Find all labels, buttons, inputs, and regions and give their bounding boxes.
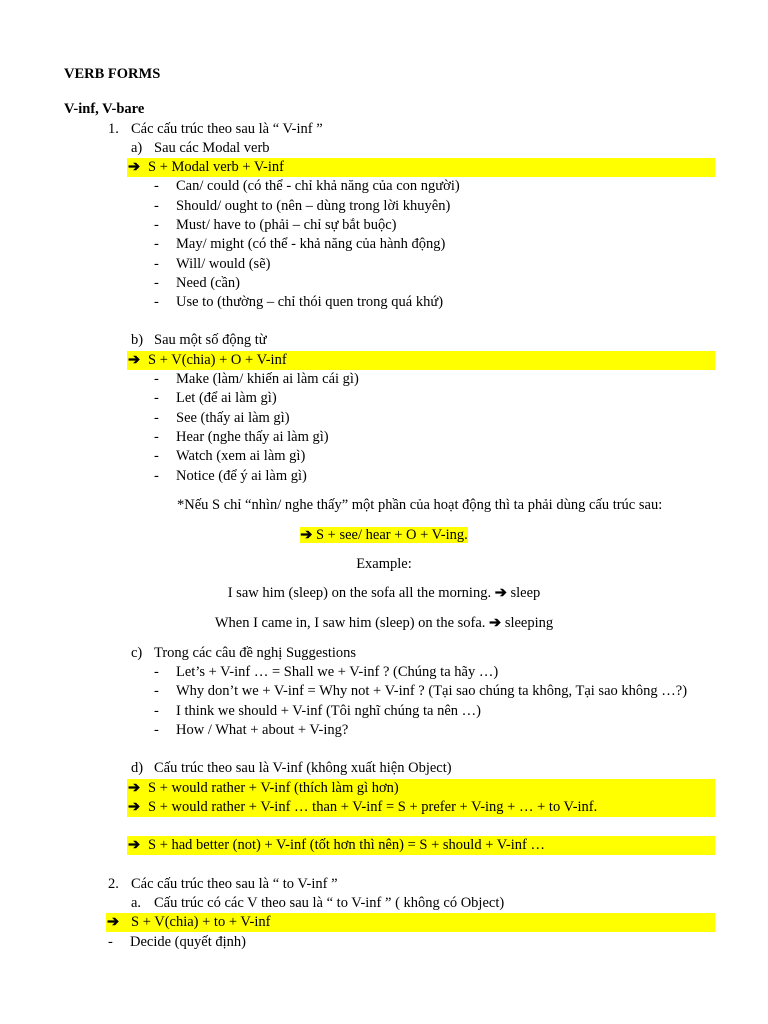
list-item-text: Use to (thường – chỉ thói quen trong quá khứ): [176, 294, 444, 310]
arrow-icon: ➔: [107, 914, 120, 930]
list-item-text: Should/ ought to (nên – dùng trong lời khuyên): [176, 198, 451, 214]
document-title: VERB FORMS: [64, 66, 161, 82]
list-item-text: May/ might (có thể - khả năng của hành động): [176, 236, 446, 252]
list-item-text: Notice (để ý ai làm gì): [176, 468, 307, 484]
formula-line: [128, 836, 545, 855]
sub-b-label: Sau một số động từ: [154, 332, 267, 348]
note-text: *Nếu S chỉ “nhìn/ nghe thấy” một phần của hoạt động thì ta phải dùng cấu trúc sau:: [177, 497, 663, 513]
list-item: [154, 467, 307, 486]
list-item: [154, 216, 396, 235]
list-item: [154, 663, 498, 682]
example-text: When I came in, I saw him (sleep) on the sofa.: [214, 615, 486, 631]
arrow-icon: ➔: [128, 780, 141, 796]
list-item-text: See (thấy ai làm gì): [176, 410, 290, 426]
formula-text: S + V(chia) + O + V-inf: [148, 352, 287, 368]
list-item-text: I think we should + V-inf (Tôi nghĩ chúng ta nên …): [176, 703, 481, 719]
example-sentence-1: [0, 584, 768, 603]
dash-bullet: -: [154, 217, 159, 233]
list-item: [154, 370, 359, 389]
list-item-text: Watch (xem ai làm gì): [176, 448, 306, 464]
list-item: [154, 235, 445, 254]
list-item-text: Why don’t we + V-inf = Why not + V-inf ? (Tại sao chúng ta không, Tại sao không …?): [176, 683, 688, 699]
example-text: I saw him (sleep) on the sofa all the morning.: [227, 585, 492, 601]
dash-bullet: -: [154, 683, 159, 699]
sub-a-label: Cấu trúc có các V theo sau là “ to V-inf ” ( không có Object): [154, 895, 505, 911]
list-number-2: 2.: [108, 876, 119, 892]
formula-text: S + would rather + V-inf (thích làm gì hơn): [148, 780, 399, 796]
section-heading: V-inf, V-bare: [64, 101, 145, 117]
dash-bullet: -: [154, 178, 159, 194]
arrow-icon: ➔: [128, 159, 141, 175]
dash-bullet: -: [154, 294, 159, 310]
example-answer: sleeping: [504, 615, 554, 631]
dash-bullet: -: [154, 429, 159, 445]
dash-bullet: -: [154, 390, 159, 406]
list-item-text: Must/ have to (phải – chỉ sự bắt buộc): [176, 217, 397, 233]
list-item-text: Make (làm/ khiến ai làm cái gì): [176, 371, 359, 387]
sub-letter-a: a.: [131, 895, 142, 911]
list-item: [154, 255, 270, 274]
note-formula-highlight: [300, 527, 468, 543]
dash-bullet: -: [154, 664, 159, 680]
dash-bullet: -: [154, 256, 159, 272]
formula-line: [128, 351, 287, 370]
formula-line: [128, 798, 597, 817]
sub-letter-c: c): [131, 645, 143, 661]
dash-bullet: -: [154, 371, 159, 387]
dash-bullet: -: [154, 722, 159, 738]
arrow-icon: ➔: [489, 615, 502, 631]
list-item: [154, 702, 481, 721]
formula-text: S + Modal verb + V-inf: [148, 159, 284, 175]
arrow-icon: ➔: [494, 585, 507, 601]
sub-letter-b: b): [131, 332, 144, 348]
list-item: [154, 428, 329, 447]
list-item: [154, 197, 450, 216]
list-item: [154, 389, 277, 408]
sub-letter-a: a): [131, 140, 143, 156]
arrow-icon: ➔: [128, 799, 141, 815]
formula-text: S + V(chia) + to + V-inf: [131, 914, 271, 930]
example-sentence-2: [0, 614, 768, 633]
sub-c-label: Trong các câu đề nghị Suggestions: [154, 645, 357, 661]
list-item-text: Let (để ai làm gì): [176, 390, 277, 406]
dash-bullet: -: [154, 236, 159, 252]
formula-line: [128, 779, 399, 798]
section-2-label: Các cấu trúc theo sau là “ to V-inf ”: [131, 876, 338, 892]
example-label: Example:: [356, 556, 412, 572]
list-item: [154, 177, 460, 196]
list-item-text: Can/ could (có thể - chỉ khả năng của con người): [176, 178, 460, 194]
list-item: [154, 293, 443, 312]
formula-text: S + had better (not) + V-inf (tốt hơn thì nên) = S + should + V-inf …: [148, 837, 545, 853]
sub-d-label: Cấu trúc theo sau là V-inf (không xuất hiện Object): [154, 760, 452, 776]
formula-text: S + would rather + V-inf … than + V-inf = S + prefer + V-ing + … + to V-inf.: [148, 799, 598, 815]
dash-bullet: -: [154, 198, 159, 214]
dash-bullet: -: [154, 448, 159, 464]
arrow-icon: ➔: [300, 527, 313, 543]
note-formula-text: S + see/ hear + O + V-ing.: [315, 527, 468, 543]
note-formula-line: [0, 526, 768, 545]
list-item-text: Will/ would (sẽ): [176, 256, 271, 272]
list-item: [154, 274, 240, 293]
dash-bullet: -: [108, 934, 113, 950]
sub-letter-d: d): [131, 760, 144, 776]
list-item: [154, 682, 687, 701]
list-item: [154, 447, 305, 466]
dash-bullet: -: [154, 275, 159, 291]
list-item-text: How / What + about + V-ing?: [176, 722, 349, 738]
list-item-text: Hear (nghe thấy ai làm gì): [176, 429, 329, 445]
list-item-text: Decide (quyết định): [130, 934, 246, 950]
example-answer: sleep: [510, 585, 541, 601]
arrow-icon: ➔: [128, 352, 141, 368]
arrow-icon: ➔: [128, 837, 141, 853]
list-item: [108, 933, 246, 952]
dash-bullet: -: [154, 703, 159, 719]
list-item: [154, 721, 348, 740]
list-number-1: 1.: [108, 121, 119, 137]
dash-bullet: -: [154, 410, 159, 426]
dash-bullet: -: [154, 468, 159, 484]
sub-a-label: Sau các Modal verb: [154, 140, 270, 156]
formula-line: [107, 913, 270, 932]
list-item-text: Let’s + V-inf … = Shall we + V-inf ? (Chúng ta hãy …): [176, 664, 499, 680]
list-item-text: Need (cần): [176, 275, 240, 291]
section-1-label: Các cấu trúc theo sau là “ V-inf ”: [131, 121, 323, 137]
list-item: [154, 409, 290, 428]
formula-line: [128, 158, 284, 177]
